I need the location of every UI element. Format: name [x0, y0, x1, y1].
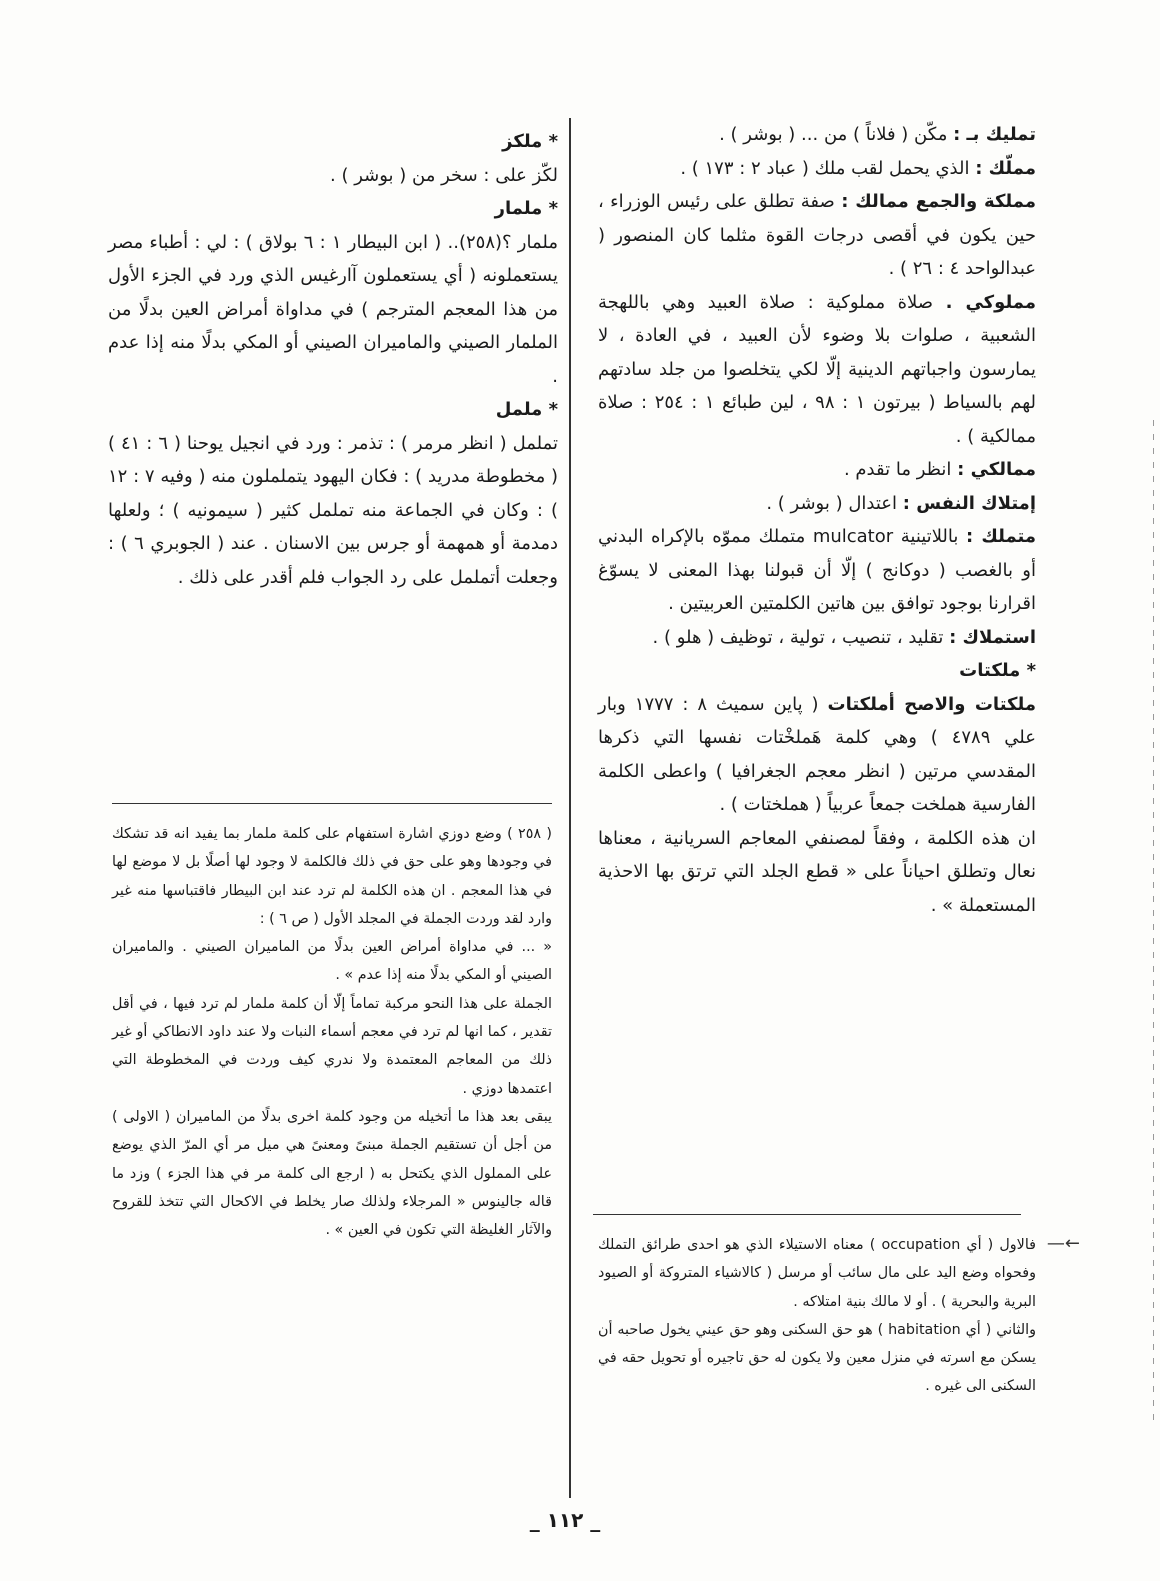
footnote-paragraph: الجملة على هذا النحو مركبة تماماً إلّا أن كلمة ملمار لم ترد فيها ، في أقل تقدير ، كما انها لم ترد في معجم أسماء النبات ولا عند داود الانطاكي أو غير ذلك من المعاجم المعتمدة ولا ندري كيف وردت في المخطوطة التي اعتمدها دوزي .	[112, 995, 552, 1097]
footnotes-left	[112, 820, 552, 1244]
dictionary-entry	[598, 453, 1036, 487]
dictionary-entry	[598, 688, 1036, 822]
entry-text: الذي يحمل لقب ملك ( عباد ٢ : ١٧٣ ) .	[680, 157, 976, 179]
dictionary-entry	[598, 487, 1036, 521]
footnotes-right	[598, 1231, 1080, 1401]
entry-headword: استملاك :	[949, 626, 1036, 648]
entry-headword: مملوكي .	[945, 291, 1036, 313]
entry-headword: ملكتات والاصح أملكتات	[827, 693, 1036, 715]
dictionary-entry	[108, 427, 558, 595]
entry-heading: * ملكتات	[959, 660, 1036, 681]
footnote-rule-left	[112, 803, 552, 804]
footnote-paragraph: « ... في مداواة أمراض العين بدلًا من الماميران الصيني . والماميران الصيني أو المكي بدلًا منه إذا عدم » .	[112, 939, 552, 984]
entry-headword: مملكة والجمع ممالك :	[841, 191, 1036, 212]
dictionary-entry	[108, 159, 558, 193]
dictionary-entry	[598, 822, 1036, 923]
entry-text: ملمار ؟(٢٥٨).. ( ابن البيطار ١ : ٦ بولاق ) : لي : أطباء مصر يستعملونه ( أي يستعملون آارغيس الذي ورد في الجزء الأول من هذا المعجم المترجم ) في مداواة أمراض العين بدلًا من الملمار الصيني والماميران الصيني أو المكي بدلًا منه إذا عدم .	[108, 231, 558, 387]
right-column	[598, 118, 1036, 922]
entry-text: باللاتينية mulcator متملك مموّه بالإكراه البدني أو بالغصب ( دوكانج ) إلّا أن قبولنا بهذا المعنى لا يسوّغ اقرارنا بوجود توافق بين هاتين الكلمتين العربيتين .	[598, 526, 1036, 614]
left-column	[108, 125, 558, 594]
entry-text: مكّن ( فلاناً ) من ... ( بوشر ) .	[719, 124, 954, 145]
entry-text: صلاة مملوكية : صلاة العبيد وهي باللهجة الشعبية ، صلوات بلا وضوء لأن العبيد ، في العادة ، لا يمارسون واجباتهم الدينية إلّا لكي يتخلصوا من جلد سادتهم لهم بالسياط ( بيرتون ١ : ٩٨ ، لين طبائع ١ : ٢٥٤ : صلاة ممالكية ) .	[598, 291, 1036, 447]
footnote-paragraph: ( ٢٥٨ ) وضع دوزي اشارة استفهام على كلمة ملمار بما يفيد انه قد تشكك في وجودها وهو على حق في ذلك فالكلمة لا وجود لها أصلًا بل لا موضع لها في هذا المعجم . ان هذه الكلمة لم ترد عند ابن البيطار فاقتباسها منه غير وارد لقد وردت الجملة في المجلد الأول ( ص ٦ ) :	[112, 826, 552, 927]
continuation-arrow: ←—	[1046, 1233, 1080, 1254]
footnote-rule-right	[593, 1214, 1021, 1215]
entry-text: ( پاين سميث ٨ : ١٧٧٧ وبار علي ٤٧٨٩ ) وهي كلمة هَملخْتات نفسها التي ذكرها المقدسي مرتين ( انظر معجم الجغرافيا ) واعطى الكلمة الفارسية هملخت جمعاً عربياً ( هملختات ) .	[598, 693, 1036, 815]
entry-headword: تمليك بـ :	[953, 124, 1036, 145]
entry-text: صفة تطلق على رئيس الوزراء ، حين يكون في أقصى درجات القوة مثلما كان المنصور ( عبدالواحد ٤ : ٢٦ ) .	[598, 191, 1036, 279]
dictionary-entry	[598, 118, 1036, 152]
footnote-paragraph: فالاول ( أي occupation ) معناه الاستيلاء الذي هو احدى طرائق التملك وفحواه وضع اليد على مال سائب أو مرسل ( كالاشياء المتروكة أو الصيود البرية والبحرية ) . أو لا مالك بنية امتلاكه .	[598, 1237, 1037, 1310]
entry-text: انظر ما تقدم .	[843, 459, 958, 480]
entry-heading: * ملمار	[494, 198, 558, 219]
footnote-paragraph: والثاني ( أي habitation ) هو حق السكنى وهو حق عيني يخول صاحبه أن يسكن مع اسرته في منزل معين ولا يكون له حق تاجيره أو تحويل حقه في السكنى الى غيره .	[598, 1321, 1036, 1395]
entry-text: تململ ( انظر مرمر ) : تذمر : ورد في انجيل يوحنا ( ٦ : ٤١ ) ( مخطوطة مدريد ) : فكان اليهود يتململون منه ( وفيه ٧ : ١٢ ) : وكان في الجماعة منه تململ كثير ( سيمونيه ) ؛ ولعلها دمدمة أو همهمة أو جرس بين الاسنان . عند ( الجوبري ٦ ) : وجعلت أتململ على رد الجواب فلم أقدر على ذلك .	[108, 432, 558, 588]
dictionary-entry	[598, 185, 1036, 286]
dictionary-entry	[598, 152, 1036, 186]
dictionary-entry	[598, 520, 1036, 621]
entry-headword: إمتلاك النفس :	[902, 492, 1036, 514]
page-number: _ ١١٢ _	[529, 1508, 601, 1532]
entry-text: ان هذه الكلمة ، وفقاً لمصنفي المعاجم السريانية ، معناها نعال وتطلق احياناً على « قطع الجلد التي ترتق بها الاحذية المستعملة » .	[598, 827, 1036, 916]
entry-text: اعتدال ( بوشر ) .	[766, 492, 903, 514]
footnote-paragraph: يبقى بعد هذا ما أتخيله من وجود كلمة اخرى بدلًا من الماميران ( الاولى ) من أجل أن تستقيم الجملة مبنىً ومعنىً هي ميل مر أي المرّ الذي يوضع على المملول الذي يكتحل به ( ارجع الى كلمة مر في هذا الجزء ) وزد ما قاله جالينوس « المرجلاء ولذلك صار يخلط في الاكحال التي تتخذ للقروح والآثار الغليظة التي تكون في العين » .	[112, 1108, 552, 1239]
dictionary-entry	[598, 286, 1036, 454]
entry-text: لكّز على : سخر من ( بوشر ) .	[330, 164, 558, 186]
entry-text: تقليد ، تنصيب ، تولية ، توظيف ( هلو ) .	[652, 626, 950, 648]
entry-heading: * ملكز	[502, 131, 558, 152]
dictionary-entry	[598, 621, 1036, 655]
column-divider	[569, 118, 571, 1498]
dictionary-entry	[108, 226, 558, 394]
entry-heading: * ململ	[495, 399, 558, 420]
entry-headword: متملك :	[966, 526, 1037, 547]
entry-headword: ممالكي :	[957, 459, 1036, 480]
scan-edge-mark	[1153, 420, 1154, 1420]
entry-headword: مملّك :	[975, 157, 1036, 179]
